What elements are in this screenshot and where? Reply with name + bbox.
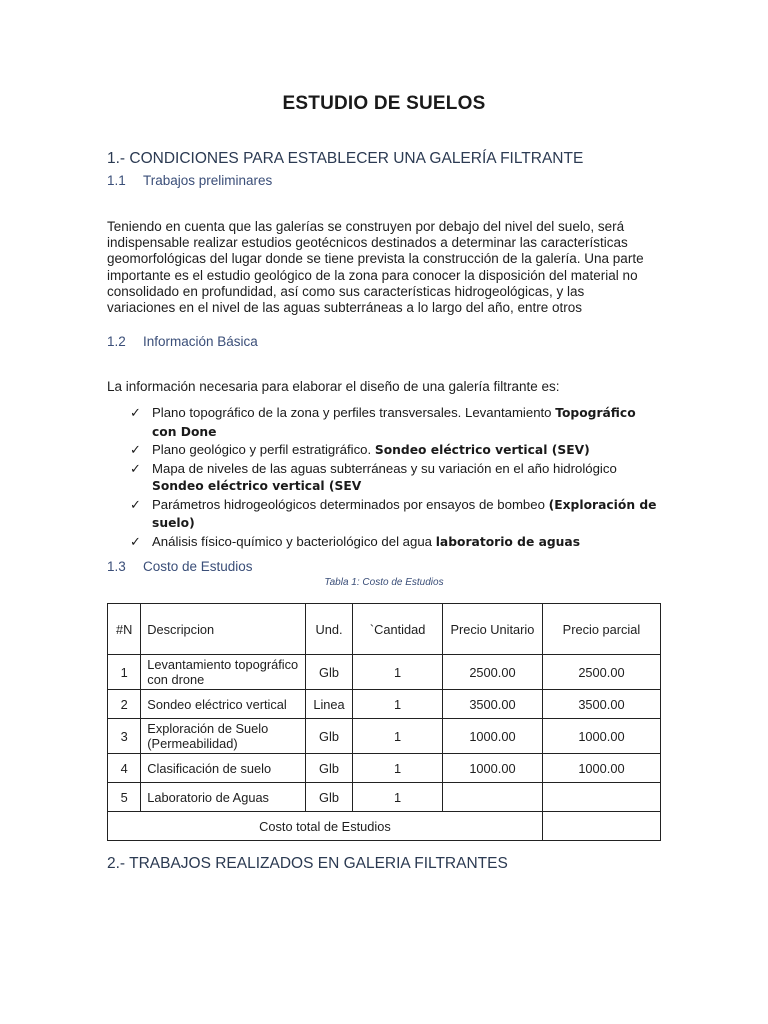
page-title: ESTUDIO DE SUELOS: [282, 93, 486, 114]
cell-number: 2: [108, 690, 141, 719]
subsection-heading-1-3: [107, 559, 253, 574]
checklist-item: [130, 496, 660, 533]
requirements-checklist: [130, 404, 660, 551]
cell-unit-price: [443, 783, 543, 812]
cell-unit-price: 2500.00: [443, 655, 543, 690]
table-total-row: [108, 812, 661, 841]
checklist-bold: (Exploración de suelo): [152, 497, 657, 530]
header-number: #N: [108, 604, 141, 655]
section-heading-2: 2.- TRABAJOS REALIZADOS EN GALERIA FILTRANTES: [107, 855, 508, 872]
section-heading-1: 1.- CONDICIONES PARA ESTABLECER UNA GALERÍA FILTRANTE: [107, 150, 584, 167]
header-description: Descripcion: [141, 604, 305, 655]
header-partial-price: Precio parcial: [542, 604, 660, 655]
table-row: [108, 690, 661, 719]
subsection-number: 1.3: [107, 559, 126, 574]
cell-number: 5: [108, 783, 141, 812]
cell-unit-price: 3500.00: [443, 690, 543, 719]
subsection-number: 1.2: [107, 334, 126, 349]
paragraph-line: variaciones en el nivel de las aguas subterráneas a lo largo del año, entre otros: [107, 300, 583, 316]
checklist-text: Mapa de niveles de las aguas subterráneas y su variación en el año hidrológico: [152, 460, 617, 476]
cell-unit-price: 1000.00: [443, 719, 543, 754]
cell-partial-price: 2500.00: [542, 655, 660, 690]
header-quantity: `Cantidad: [353, 604, 443, 655]
cell-unit: Glb: [305, 783, 352, 812]
costs-table: [107, 603, 661, 841]
checklist-text: Análisis físico-químico y bacteriológico del agua: [152, 533, 436, 549]
subsection-title: Costo de Estudios: [143, 559, 253, 574]
checkmark-icon: ✓: [130, 405, 141, 420]
table-row: [108, 655, 661, 690]
cell-description: Sondeo eléctrico vertical: [141, 690, 305, 719]
cell-description: Levantamiento topográfico con drone: [141, 655, 305, 690]
header-unit-price: Precio Unitario: [443, 604, 543, 655]
subsection-title: Información Básica: [143, 334, 258, 349]
paragraph-line: geomorfológicas del lugar donde se tiene prevista la construcción de la galería. Una parte: [107, 251, 644, 267]
checklist-bold: Sondeo eléctrico vertical (SEV: [152, 479, 362, 493]
paragraph-informacion-basica: La información necesaria para elaborar el diseño de una galería filtrante es:: [107, 379, 560, 394]
checklist-text: Plano topográfico de la zona y perfiles transversales. Levantamiento: [152, 405, 556, 420]
cell-unit: Linea: [305, 690, 352, 719]
paragraph-line: consolidado en profundidad, así como sus características hidrogeológicas, y las: [107, 283, 585, 299]
cell-description: Exploración de Suelo (Permeabilidad): [141, 719, 305, 754]
table-caption: Tabla 1: Costo de Estudios: [324, 577, 444, 588]
paragraph-trabajos-preliminares: [107, 219, 667, 316]
paragraph-line: indispensable realizar estudios geotécnicos destinados a determinar las características: [107, 235, 628, 251]
checkmark-icon: ✓: [130, 496, 141, 512]
total-value: [542, 812, 660, 841]
cell-quantity: 1: [353, 655, 443, 690]
checklist-item: [130, 533, 660, 552]
table-row: [108, 754, 661, 783]
cell-quantity: 1: [353, 754, 443, 783]
checklist-text: Parámetros hidrogeológicos determinados por ensayos de bombeo: [152, 496, 549, 512]
checklist-item: [130, 441, 660, 460]
subsection-heading-1-1: [107, 173, 272, 188]
cell-number: 1: [108, 655, 141, 690]
cell-description: Laboratorio de Aguas: [141, 783, 305, 812]
checkmark-icon: ✓: [130, 442, 141, 457]
table-row: [108, 719, 661, 754]
table-row: [108, 783, 661, 812]
subsection-heading-1-2: [107, 334, 258, 349]
subsection-number: 1.1: [107, 173, 126, 188]
cell-partial-price: 3500.00: [542, 690, 660, 719]
header-unit: Und.: [305, 604, 352, 655]
checklist-bold: Sondeo eléctrico vertical (SEV): [374, 443, 590, 457]
cell-unit: Glb: [305, 754, 352, 783]
total-label: Costo total de Estudios: [108, 812, 543, 841]
cell-quantity: 1: [353, 690, 443, 719]
cell-partial-price: [542, 783, 660, 812]
cell-description: Clasificación de suelo: [141, 754, 305, 783]
cell-number: 3: [108, 719, 141, 754]
subsection-title: Trabajos preliminares: [143, 173, 273, 188]
cell-partial-price: 1000.00: [542, 719, 660, 754]
table-header-row: [108, 604, 661, 655]
checklist-bold: Topográfico con Done: [152, 406, 636, 439]
checkmark-icon: ✓: [130, 460, 141, 476]
checkmark-icon: ✓: [130, 533, 141, 549]
checklist-text: Plano geológico y perfil estratigráfico.: [152, 442, 375, 457]
cell-quantity: 1: [353, 783, 443, 812]
cell-quantity: 1: [353, 719, 443, 754]
cell-unit: Glb: [305, 719, 352, 754]
cell-unit: Glb: [305, 655, 352, 690]
paragraph-line: Teniendo en cuenta que las galerías se construyen por debajo del nivel del suelo, será: [107, 219, 625, 234]
paragraph-line: importante es el estudio geológico de la zona para conocer la disposición del material no: [107, 267, 638, 283]
cell-number: 4: [108, 754, 141, 783]
cell-partial-price: 1000.00: [542, 754, 660, 783]
checklist-item: [130, 404, 660, 441]
cell-unit-price: 1000.00: [443, 754, 543, 783]
checklist-bold: laboratorio de aguas: [435, 534, 581, 549]
checklist-item: [130, 460, 660, 496]
